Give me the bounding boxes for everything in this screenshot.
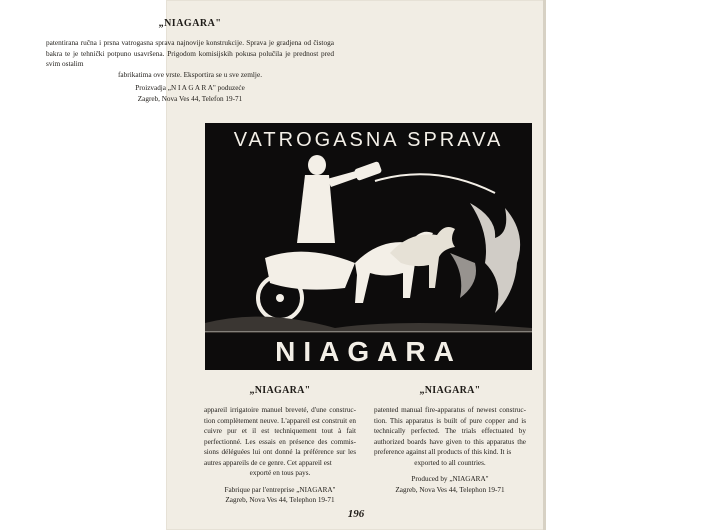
french-producer: Fabrique par l'entreprise „NIAGARA" — [224, 485, 336, 494]
english-heading: „NIAGARA" — [419, 385, 481, 396]
french-address: Zagreb, Nova Ves 44, Telephon 19-71 — [225, 496, 335, 504]
english-line: authorized boards have given to this apparatus the — [374, 437, 526, 446]
english-last: exported to all countries. — [414, 458, 486, 467]
english-column — [374, 405, 526, 495]
french-line: tion complètement neuve. L'appareil est construit — [204, 416, 348, 425]
top-producer-block — [0, 83, 380, 104]
top-para-line: patentirana ručna i prsna vatrogasna sprava najnovije konstrukcije. Sprava je gradjena od čistoga bakra — [46, 38, 334, 58]
english-line: is technically perfected. The trials effectuated by — [374, 416, 526, 435]
flames — [470, 203, 520, 313]
english-producer: Produced by „NIAGARA" — [411, 475, 489, 483]
french-line: les autres appareils de ce genre. Cet appareil est — [204, 448, 357, 467]
top-para-line: te je tehnički potpuno usavršena. Prigodom komisijskih pokusa polučila je prednost pred svim ostalim — [46, 48, 335, 68]
french-line: appareil irrigatoire manuel breveté, d'une construc- — [204, 406, 356, 414]
french-line: perfectionné. Les essais en présence des commis- — [204, 437, 356, 446]
flames-small — [450, 253, 476, 298]
page-number: 196 — [347, 508, 365, 520]
french-line: en cuivre pur et il est techniquement tout à fait — [204, 416, 356, 435]
illustration-title: VATROGASNA SPRAVA — [233, 129, 504, 151]
chariot-body — [265, 252, 355, 290]
english-line: tion. This apparatus is built of pure copper and — [374, 416, 519, 425]
horse-2 — [390, 227, 455, 288]
figure-head — [308, 155, 326, 175]
french-line: sions déléguées lui ont donné la préférence sur — [204, 448, 346, 456]
figure-robe — [297, 175, 335, 243]
top-para-last: fabrikatima ove vrste. Eksportira se u sve zemlje. — [117, 69, 263, 79]
english-line: patented manual fire-apparatus of newest construc- — [374, 406, 526, 414]
french-last: exporté en tous pays. — [249, 469, 311, 477]
top-producer: Proizvadja „N I A G A R A" poduzeće — [135, 84, 245, 92]
banner-text: NIAGARA — [275, 336, 462, 367]
water-jet — [375, 174, 495, 193]
french-column — [204, 405, 356, 506]
brand-banner — [205, 333, 532, 370]
english-line: preference against all products of this kind. It is — [374, 448, 512, 456]
page-gutter — [543, 0, 546, 530]
english-address: Zagreb, Nova Ves 44, Telephon 19-71 — [395, 485, 505, 494]
top-address: Zagreb, Nova Ves 44, Telefon 19-71 — [137, 94, 243, 103]
top-paragraph — [46, 38, 334, 80]
top-heading: „NIAGARA" — [158, 18, 222, 29]
french-heading: „NIAGARA" — [249, 385, 311, 396]
